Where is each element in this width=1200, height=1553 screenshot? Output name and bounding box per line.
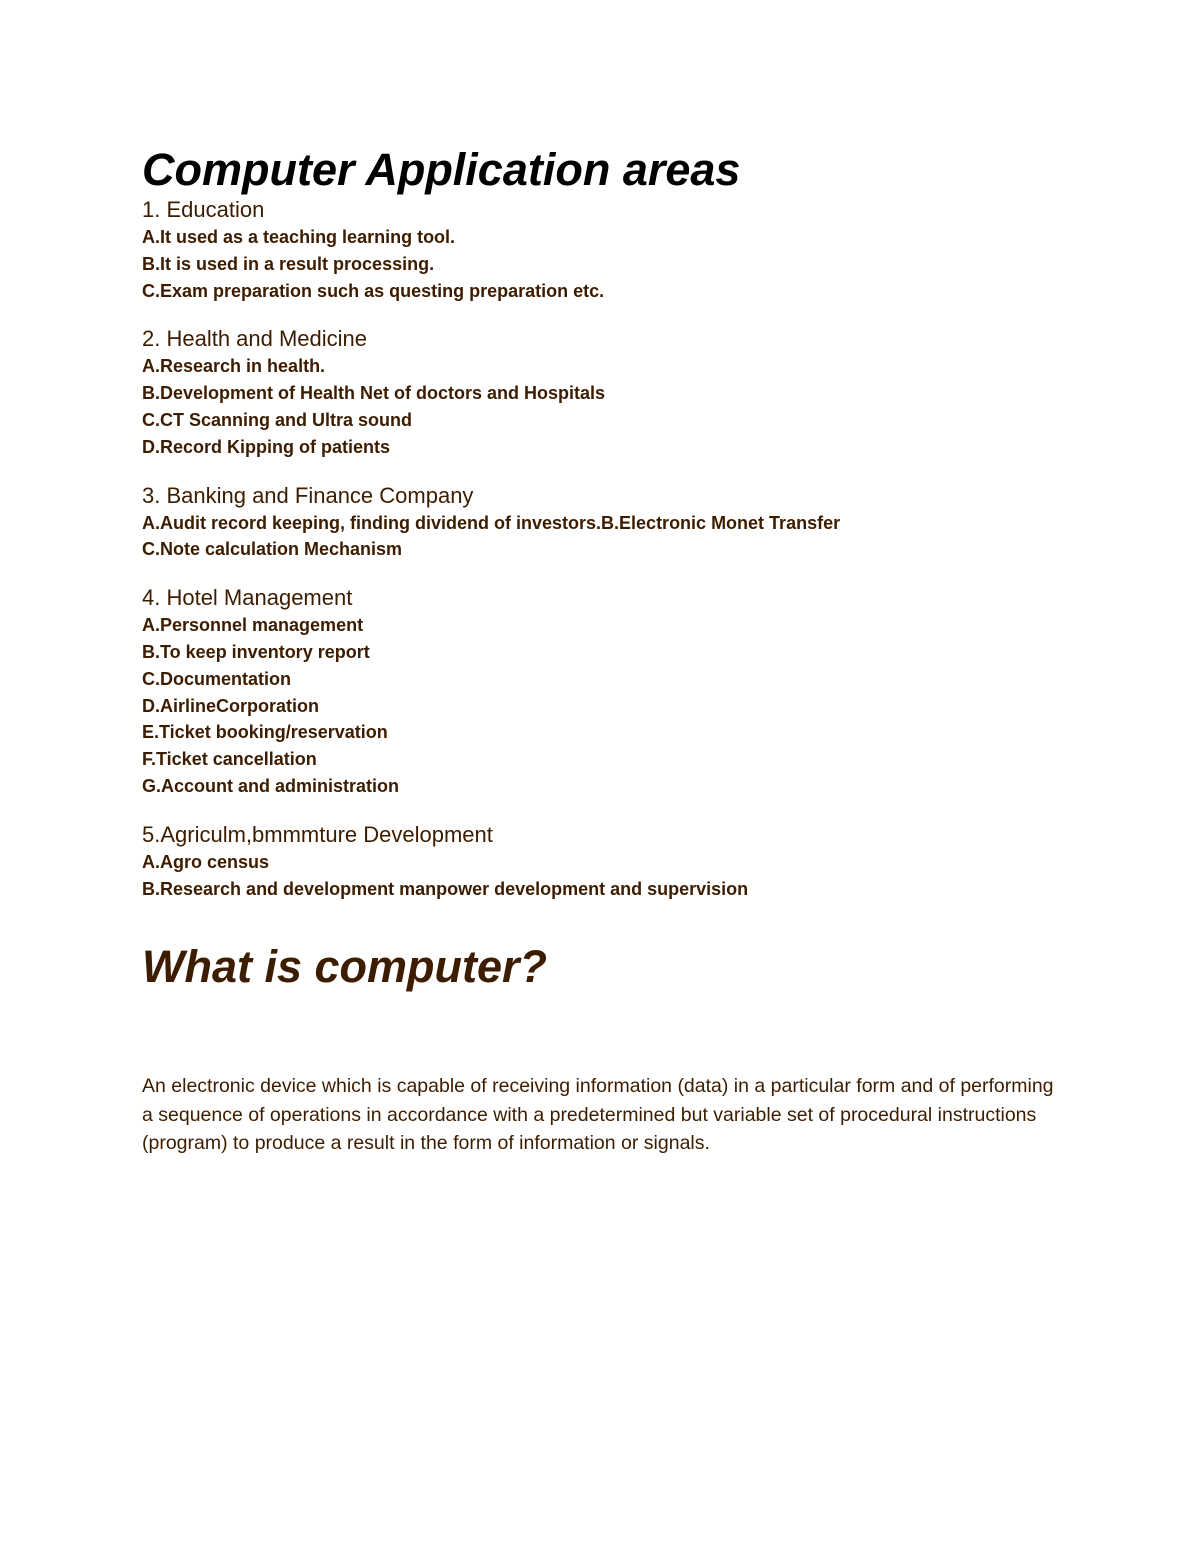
spacer bbox=[142, 902, 1102, 940]
list-item: A.Personnel management bbox=[142, 615, 364, 636]
list-item: F.Ticket cancellation bbox=[142, 749, 317, 770]
spacer bbox=[142, 994, 1102, 1072]
section-banking-finance bbox=[142, 482, 1102, 564]
section-items bbox=[142, 224, 1102, 304]
list-item: E.Ticket booking/reservation bbox=[142, 722, 388, 743]
list-item: C.CT Scanning and Ultra sound bbox=[142, 409, 413, 430]
subtitle: What is computer? bbox=[142, 941, 548, 993]
list-item: G.Account and administration bbox=[142, 775, 400, 796]
section-heading: 3. Banking and Finance Company bbox=[142, 482, 474, 508]
section-health-medicine bbox=[142, 325, 1102, 460]
section-items bbox=[142, 353, 1102, 460]
list-item: A.Agro census bbox=[142, 851, 270, 872]
document-content bbox=[142, 143, 1102, 1158]
section-heading: 5.Agriculm,bmmmture Development bbox=[142, 821, 493, 847]
list-item: C.Documentation bbox=[142, 668, 292, 689]
list-item: A.Audit record keeping, finding dividend of investors.B.Electronic Monet Transfer bbox=[142, 512, 841, 533]
list-item: B.Research and development manpower development and supervision bbox=[142, 878, 749, 899]
section-gap bbox=[142, 800, 1102, 821]
list-item: C.Exam preparation such as questing preparation etc. bbox=[142, 280, 605, 301]
section-heading: 1. Education bbox=[142, 197, 265, 222]
section-gap bbox=[142, 304, 1102, 325]
section-hotel-management bbox=[142, 584, 1102, 800]
section-gap bbox=[142, 563, 1102, 584]
section-heading: 4. Hotel Management bbox=[142, 585, 353, 611]
section-heading: 2. Health and Medicine bbox=[142, 326, 368, 352]
list-item: D.Record Kipping of patients bbox=[142, 436, 391, 457]
section-items bbox=[142, 849, 1102, 903]
list-item: C.Note calculation Mechanism bbox=[142, 539, 403, 560]
list-item: A.It used as a teaching learning tool. bbox=[142, 227, 456, 247]
definition-paragraph: An electronic device which is capable of receiving information (data) in a particular form and of performing a sequence of operations in accordance with a predetermined but variable set of procedural instructions (program) to produce a result in the form of information or signals. bbox=[142, 1075, 1054, 1155]
section-gap bbox=[142, 461, 1102, 482]
list-item: B.Development of Health Net of doctors and Hospitals bbox=[142, 383, 606, 404]
list-item: D.AirlineCorporation bbox=[142, 695, 320, 716]
list-item: B.To keep inventory report bbox=[142, 641, 370, 662]
section-items bbox=[142, 612, 1102, 800]
page-title: Computer Application areas bbox=[142, 144, 741, 195]
section-agriculture bbox=[142, 821, 1102, 903]
list-item: B.It is used in a result processing. bbox=[142, 253, 435, 274]
list-item: A.Research in health. bbox=[142, 356, 326, 377]
section-items bbox=[142, 510, 1102, 564]
section-education bbox=[142, 196, 1102, 304]
